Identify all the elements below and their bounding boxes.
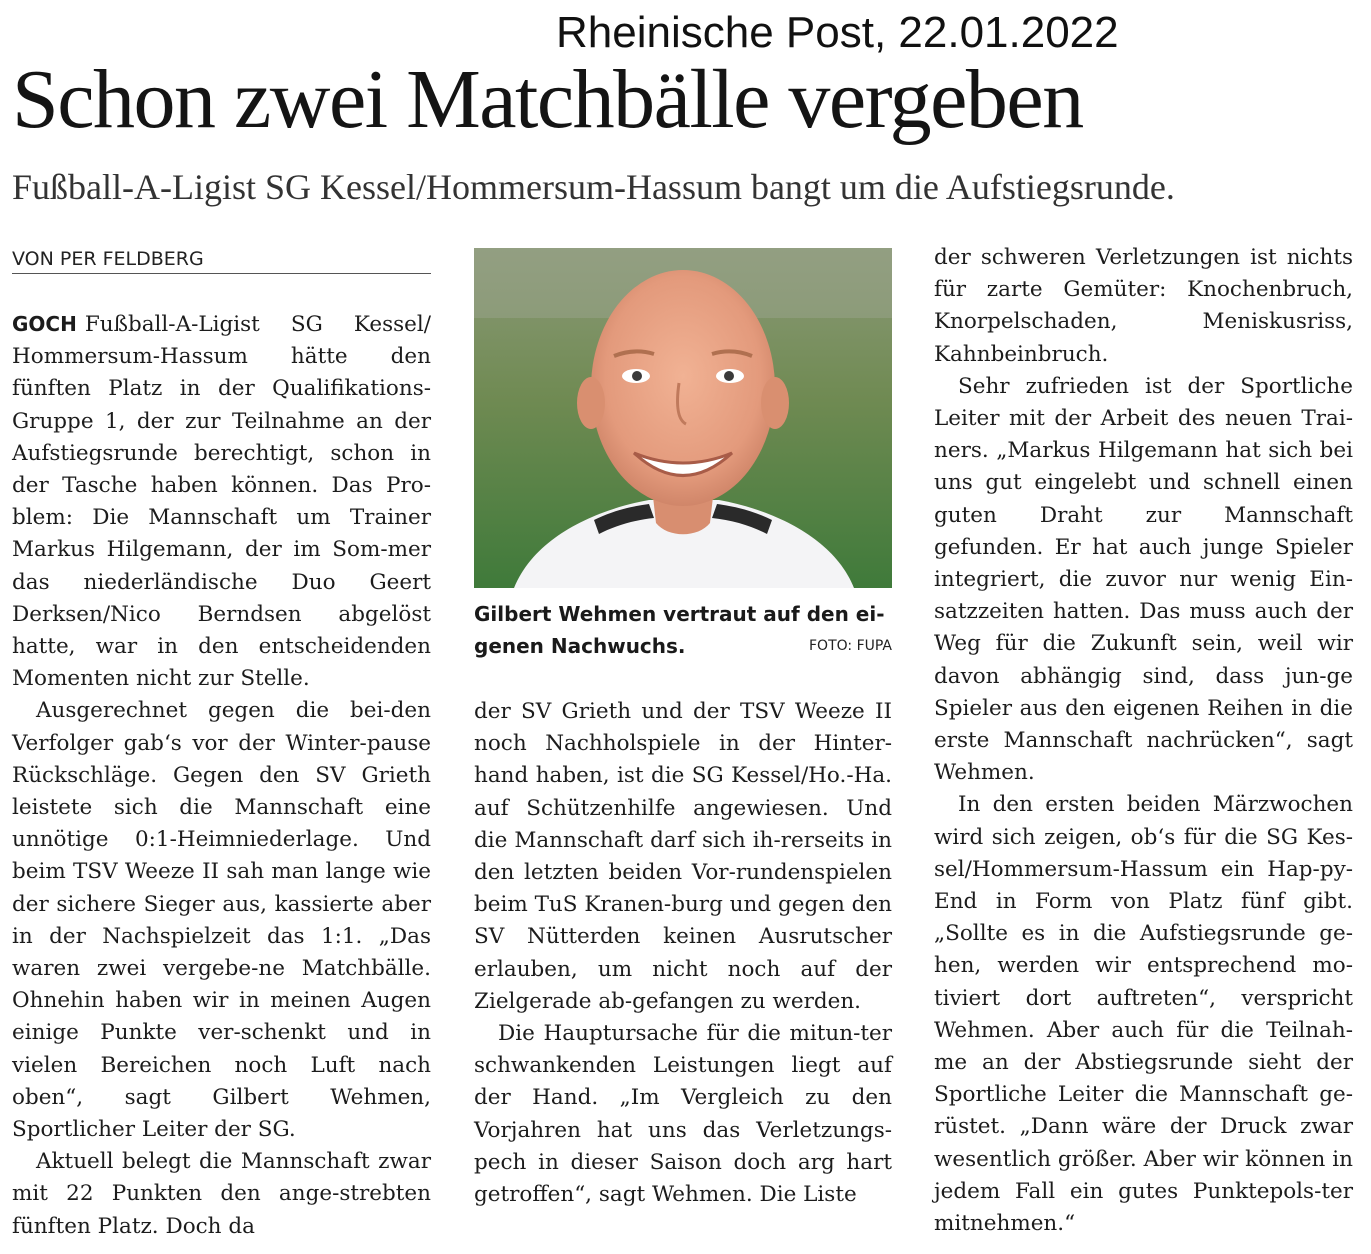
photo-caption: Gilbert Wehmen vertraut auf den ei-genen Nachwuchs. FOTO: FUPA <box>474 598 892 662</box>
headline: Schon zwei Matchbälle vergeben <box>12 53 1083 146</box>
paragraph: der SV Grieth und der TSV Weeze II noch Nachholspiele in der Hinter-hand haben, ist die SG Kessel/Ho.-Ha. auf Schützenhilfe angewiesen. Und die Mannschaft darf sich ih-rerseits in den letzten beiden Vor-rundenspielen beim TuS Kranen-burg und gegen den SV Nütterden keinen Ausrutscher erlauben, um nicht noch auf der Zielgerade ab-gefangen zu werden. <box>474 699 892 1014</box>
article-column-2 <box>474 696 892 1211</box>
paragraph: der schweren Verletzungen ist nichts für zarte Gemüter: Knochenbruch, Knorpelschaden, Meniskusriss, Kahnbeinbruch. <box>934 245 1353 367</box>
portrait-photo <box>474 248 892 588</box>
paragraph: In den ersten beiden Märzwochen wird sich zeigen, ob‘s für die SG Kes-sel/Hommersum-Hassum ein Hap-py-End in Form von Platz fünf gibt. „Sollte es in die Aufstiegsrunde ge-hen, werden wir entsprechend mo-tiviert dort auftreten“, verspricht Wehmen. Aber auch für die Teilnah-me an der Abstiegsrunde sieht der Sportliche Leiter die Mannschaft ge-rüstet. „Dann wäre der Druck zwar wesentlich größer. Aber wir können in jedem Fall ein gutes Punktepols-ter mitnehmen.“ <box>934 792 1353 1237</box>
photo-credit: FOTO: FUPA <box>809 638 892 654</box>
portrait-illustration <box>474 248 892 588</box>
paragraph: Die Hauptursache für die mitun-ter schwankenden Leistungen liegt auf der Hand. „Im Vergleich zu den Vorjahren hat uns das Verletzungs-pech in dieser Saison doch arg hart getroffen“, sagt Wehmen. Die Liste <box>474 1021 892 1208</box>
source-line: Rheinische Post, 22.01.2022 <box>556 8 1119 57</box>
dateline: GOCH <box>12 312 77 336</box>
subheadline: Fußball-A-Ligist SG Kessel/Hommersum-Hassum bangt um die Aufstiegsrunde. <box>12 167 1175 207</box>
article-column-3 <box>934 242 1353 1240</box>
paragraph: GOCH Fußball-A-Ligist SG Kessel/ Hommersum-Hassum hätte den fünften Platz in der Qualifikations-Gruppe 1, der zur Teilnahme an der Aufstiegsrunde berechtigt, schon in der Tasche haben können. Das Pro-blem: Die Mannschaft um Trainer Markus Hilgemann, der im Som-mer das niederländische Duo Geert Derksen/Nico Berndsen abgelöst hatte, war in den entscheidenden Momenten nicht zur Stelle. <box>12 312 431 692</box>
paragraph: Sehr zufrieden ist der Sportliche Leiter mit der Arbeit des neuen Trai-ners. „Markus Hilgemann hat sich bei uns gut eingelebt und schnell einen guten Draht zur Mannschaft gefunden. Er hat auch junge Spieler integriert, die zuvor nur wenig Ein-satzzeiten hatten. Das muss auch der Weg für die Zukunft sein, weil wir davon abhängig sind, dass jun-ge Spieler aus den eigenen Reihen in die erste Mannschaft nachrücken“, sagt Wehmen. <box>934 373 1353 786</box>
paragraph: Ausgerechnet gegen die bei-den Verfolger gab‘s vor der Winter-pause Rückschläge. Gegen den SV Grieth leistete sich die Mannschaft eine unnötige 0:1-Heimniederlage. Und beim TSV Weeze II sah man lange wie der sichere Sieger aus, kassierte aber in der Nachspielzeit das 1:1. „Das waren zwei vergebe-ne Matchbälle. Ohnehin haben wir in meinen Augen einige Punkte ver-schenkt und in vielen Bereichen noch Luft nach oben“, sagt Gilbert Wehmen, Sportlicher Leiter der SG. <box>12 698 431 1143</box>
paragraph: Aktuell belegt die Mannschaft zwar mit 22 Punkten den ange-strebten fünften Platz. Doch da <box>12 1149 431 1239</box>
byline: VON PER FELDBERG <box>12 246 431 274</box>
article-column-1 <box>12 308 431 1243</box>
